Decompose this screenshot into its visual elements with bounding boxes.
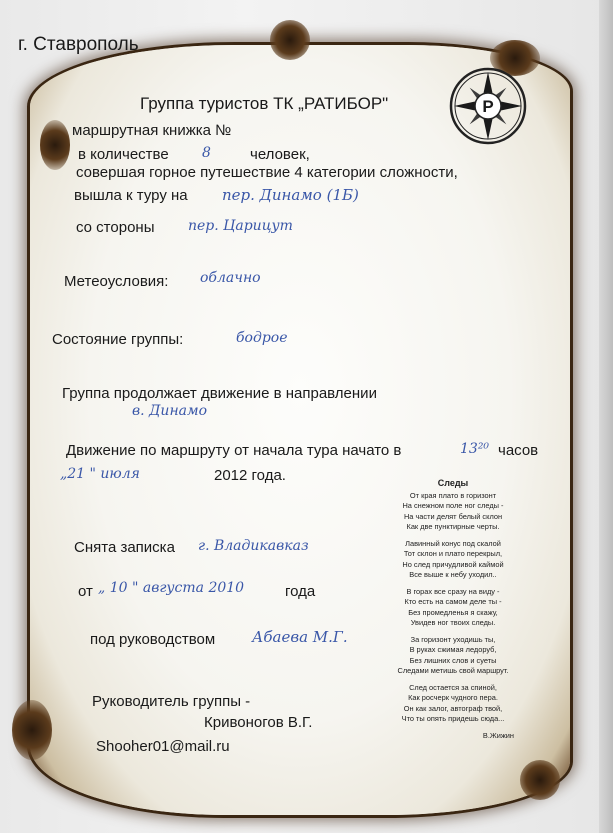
side-value: пер. Царицут: [188, 218, 293, 234]
from-year: года: [285, 583, 316, 600]
start-label: Движение по маршруту от начала тура начато в: [66, 442, 402, 459]
burn-spot: [40, 120, 70, 170]
went-value: пер. Динамо (1Б): [222, 186, 359, 204]
poem-stanza: [378, 683, 528, 725]
poem-title: Следы: [437, 478, 469, 488]
taken-label: Снята записка: [74, 539, 175, 556]
poem-line: Как росчерк чудного пера.: [408, 693, 498, 702]
poem-line: Увидев ног твоих следы.: [410, 618, 496, 627]
poem-line: На части делят белый склон: [403, 511, 503, 521]
poem-line: Без промедленья я скажу,: [408, 607, 498, 617]
poem-line: Но след причудливой каймой: [402, 559, 504, 569]
count-label: в количестве: [78, 146, 169, 163]
start-date: „21 " июля: [60, 466, 140, 482]
count-value: 8: [202, 145, 211, 161]
poem-line: За горизонт уходишь ты,: [410, 634, 496, 644]
start-time: 13²⁰: [460, 441, 490, 457]
burn-spot: [12, 700, 52, 760]
poem-line: Следами метишь свой маршрут.: [397, 666, 509, 675]
poem-line: Что ты опять придешь сюда...: [401, 714, 505, 723]
poem-line: Тот склон и плато перекрыл,: [403, 549, 503, 558]
poem-author: В.Жижин: [482, 730, 514, 740]
start-year: 2012 года.: [214, 467, 286, 484]
group-title: Группа туристов ТК „РАТИБОР": [140, 94, 389, 113]
compass-rose-logo: [448, 66, 528, 146]
went-label: вышла к туру на: [74, 187, 188, 204]
poem-line: В руках сжимая ледоруб,: [409, 645, 497, 654]
state-value: бодрое: [236, 330, 288, 346]
poem-line: В горах все сразу на виду -: [406, 586, 500, 596]
poem-stanza: [378, 491, 528, 533]
scan-edge-strip: [599, 0, 613, 833]
poem-line: След остается за спиной,: [409, 682, 497, 692]
state-label: Состояние группы:: [52, 331, 184, 348]
direction-label: Группа продолжает движение в направлении: [62, 385, 377, 402]
poem-stanza: [378, 635, 528, 677]
route-book-label: маршрутная книжка №: [72, 122, 232, 139]
from-label: от: [78, 583, 93, 600]
side-label: со стороны: [76, 219, 155, 236]
poem-stanza: [378, 587, 528, 629]
poem-line: Лавинный конус под скалой: [405, 538, 501, 548]
poem-line: Без лишних слов и суеты: [409, 655, 497, 665]
poem-stanza: [378, 539, 528, 581]
trip-description: совершая горное путешествие 4 категории сложности,: [76, 164, 458, 181]
poem-line: Как две пунктирные черты.: [406, 522, 500, 531]
taken-value: г. Владикавказ: [198, 538, 309, 554]
head-label: Руководитель группы -: [92, 693, 251, 710]
weather-value: облачно: [200, 270, 261, 286]
head-name: Кривоногов В.Г.: [204, 714, 313, 731]
burn-spot: [520, 760, 560, 800]
burn-spot: [270, 20, 310, 60]
poem-block: [378, 478, 528, 741]
leader-value: Абаева М.Г.: [252, 628, 348, 646]
from-value: „ 10 " августа 2010: [98, 580, 245, 596]
poem-line: От края плато в горизонт: [409, 490, 497, 500]
contact-email: Shooher01@mail.ru: [96, 738, 230, 755]
start-hours: часов: [498, 442, 539, 459]
poem-line: Все выше к небу уходил..: [409, 570, 497, 579]
poem-line: Кто есть на самом деле ты -: [404, 597, 502, 606]
count-unit: человек,: [250, 146, 310, 163]
weather-label: Метеоусловия:: [64, 273, 169, 290]
city-header: г. Ставрополь: [18, 34, 139, 55]
direction-value: в. Динамо: [132, 403, 208, 419]
poem-line: Он как залог, автограф твой,: [403, 703, 503, 713]
logo-letter: Р: [482, 97, 494, 116]
leader-label: под руководством: [90, 631, 216, 648]
poem-line: На снежном поле ног следы -: [402, 501, 504, 510]
